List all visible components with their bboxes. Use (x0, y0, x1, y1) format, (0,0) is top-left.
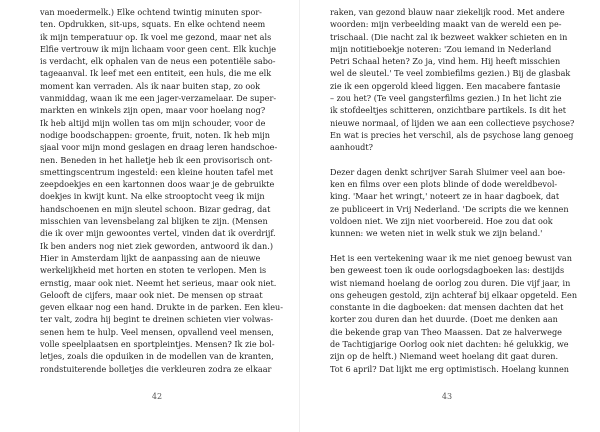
text-line: doekjes in kwijt kunt. Na elke strooptocht veeg ik mijn (40, 191, 265, 202)
text-line: nodige boodschappen: groente, fruit, noten. Ik heb mijn (40, 129, 270, 140)
text-line: ter valt, zodra hij begint te dreinen schieten vier volwas- (40, 314, 274, 325)
text-line: raken, van gezond blauw naar ziekelijk rood. Met andere (330, 7, 565, 17)
text-line: handschoenen en mijn sleutel schoon. Bizar gedrag, dat (40, 203, 271, 214)
text-line: letjes, zoals die opduiken in de modellen van de kranten, (40, 351, 274, 362)
text-line: Dezer dagen denkt schrijver Sarah Sluimer veel aan boe- (330, 166, 566, 177)
text-line: woorden: mijn verbeelding maakt van de wereld een pe- (330, 19, 562, 30)
text-line: Het is een vertekening waar ik me niet genoeg bewust van (330, 252, 572, 263)
text-line: Gelooft de cijfers, maar ook niet. De mensen op straat (40, 289, 263, 300)
right-page-text (330, 6, 578, 375)
text-line: Tot 6 april? Dat lijkt me erg optimistisch. Hoelang kunnen (330, 363, 570, 374)
text-line: constante in die dagboeken: dat mensen dachten dat het (330, 302, 564, 313)
text-line: ken en films over een plots blinde of dode wereldbevol- (330, 179, 558, 190)
right-page (300, 0, 600, 432)
text-line: En wat is precies het verschil, als de psychose lang genoeg (330, 129, 574, 140)
text-line: zijn op de helft.) Niemand weet hoelang dit gaat duren. (330, 351, 559, 362)
text-line: zeepdoekjes en een kartonnen doos waar je de gebruikte (40, 179, 275, 190)
text-line: ons geheugen gestold, zijn achteraf bij elkaar opgeteld. Een (330, 289, 578, 300)
paragraph-break (330, 240, 564, 252)
text-line: senen hem te hulp. Veel mensen, opvallend veel mensen, (40, 326, 274, 337)
left-page-text (40, 6, 283, 375)
text-line: korter zou duren dan het duurde. (Doet me denken aan (330, 314, 558, 325)
text-line: de Tachtigjarige Oorlog ook niet dachten: hé gelukkig, we (330, 339, 569, 350)
text-line: king. 'Maar het wringt,' noteert ze in haar dagboek, dat (330, 191, 560, 202)
text-line: smettingscentrum ingesteld: een kleine houten tafel met (40, 166, 274, 177)
page-number-right: 43 (441, 392, 453, 401)
text-line: van moedermelk.) Elke ochtend twintig minuten spor- (40, 7, 262, 17)
text-line: wel de sleutel.' Te veel zombiefilms gezien.) Bij de glasbak (330, 68, 571, 79)
text-line: Ik ben anders nog niet ziek geworden, antwoord ik dan.) (40, 240, 273, 251)
text-line: geven elkaar nog een hand. Drukte in de parken. Een kleu- (40, 302, 283, 313)
text-line: Elfie vertrouw ik mijn lichaam voor geen cent. Elk kuchje (40, 43, 277, 54)
text-line: die ik over mijn gewoontes vertel, vinden dat ik overdrijf. (40, 228, 276, 239)
text-line: ze publiceert in Vrij Nederland. 'De scripts die we kennen (330, 203, 569, 214)
text-line: mijn notitieboekje noteren: 'Zou iemand in Nederland (330, 43, 552, 54)
text-line: ik stofdeeltjes schitteren, onzichtbare partikels. Is dit het (330, 105, 567, 116)
text-line: voldoen niet. We zijn niet voorbereid. Hoe zou dat ook (330, 216, 553, 227)
text-line: nieuwe normaal, of lijden we aan een collectieve psychose? (330, 117, 575, 128)
text-line: Petri Schaal heten? Zo ja, vind hem. Hij heeft misschien (330, 56, 561, 67)
text-line: trischaal. (Die nacht zal ik bezweet wakker schieten en in (330, 31, 568, 42)
text-line: – zou het? (Te veel gangsterfilms gezien.) In het licht zie (330, 93, 562, 104)
text-line: wist niemand hoelang de oorlog zou duren. Die vijf jaar, in (330, 277, 571, 288)
page-number-left: 42 (151, 392, 163, 401)
text-line: tageaanval. Ik leef met een entiteit, een huls, die me elk (40, 68, 272, 79)
text-line: die bekende grap van Theo Maassen. Dat ze halverwege (330, 326, 562, 337)
text-line: misschien van levensbelang zal blijken te zijn. (Mensen (40, 216, 268, 227)
text-line: is verdacht, elk ophalen van de neus een potentiële sabo- (40, 56, 276, 67)
text-line: nen. Beneden in het halletje heb ik een provisorisch ont- (40, 154, 273, 165)
text-line: ben geweest toen ik oude oorlogsdagboeken las: destijds (330, 265, 565, 276)
text-line: markten en winkels zijn open, maar voor hoelang nog? (40, 105, 266, 116)
text-line: moment kan verraden. Als ik naar buiten stap, zo ook (40, 80, 261, 91)
text-line: kunnen: we weten niet in welk stuk we zijn beland.' (330, 228, 543, 239)
text-line: Hier in Amsterdam lijkt de aanpassing aan de nieuwe (40, 252, 261, 263)
text-line: vanmiddag, waan ik me een jager-verzamelaar. De super- (40, 93, 277, 104)
text-line: Ik heb altijd mijn wollen tas om mijn schouder, voor de (40, 117, 266, 128)
paragraph-break (330, 154, 564, 166)
text-line: aanhoudt? (330, 142, 373, 153)
text-line: sjaal voor mijn mond geslagen en draag leren handschoe- (40, 142, 278, 153)
text-line: ten. Opdrukken, sit-ups, squats. En elke ochtend neem (40, 19, 266, 30)
text-line: volle speelplaatsen en sportpleintjes. Mensen? Ik zie bol- (40, 339, 275, 350)
text-line: ik mijn temperatuur op. Ik voel me gezond, maar net als (40, 31, 272, 42)
text-line: werkelijkheid met horten en stoten te verlopen. Men is (40, 265, 267, 276)
text-line: ernstig, maar ook niet. Neemt het serieus, maar ook niet. (40, 277, 277, 288)
text-line: rondstuiterende bolletjes die verkleuren zodra ze elkaar (40, 363, 272, 374)
text-line: zie ik een opgerold kleed liggen. Een macabere fantasie (330, 80, 561, 91)
